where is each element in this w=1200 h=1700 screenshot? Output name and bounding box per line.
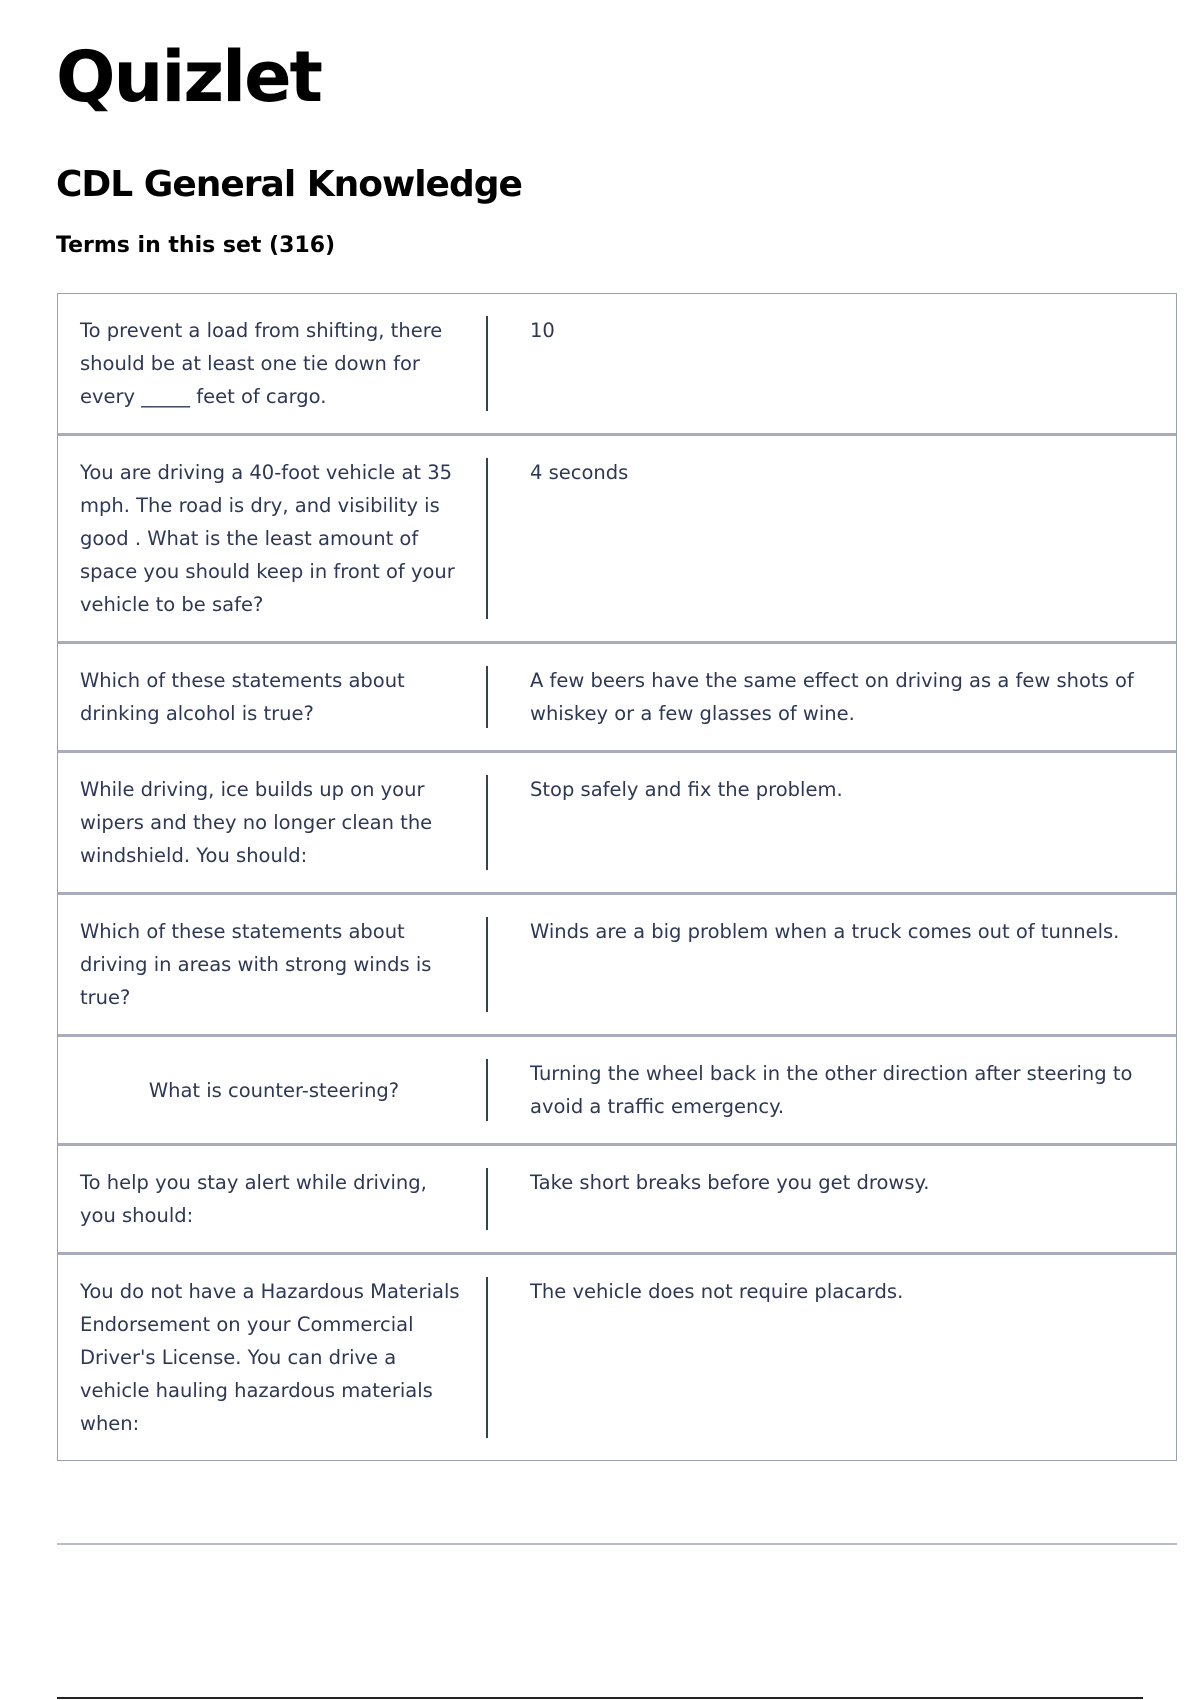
definition-text: The vehicle does not require placards. bbox=[530, 1280, 904, 1303]
term-text: To help you stay alert while driving, you should: bbox=[58, 1146, 488, 1252]
definition-text: 4 seconds bbox=[530, 461, 629, 484]
term-text: While driving, ice builds up on your wipers and they no longer clean the windshield. You should: bbox=[58, 753, 488, 892]
term-text: To prevent a load from shifting, there should be at least one tie down for every _____ feet of cargo. bbox=[58, 294, 488, 433]
term-text: Which of these statements about driving in areas with strong winds is true? bbox=[58, 895, 488, 1034]
term-row-8 bbox=[58, 1255, 1176, 1460]
definition-text: Turning the wheel back in the other direction after steering to avoid a traffic emergency. bbox=[530, 1062, 1133, 1118]
set-title: CDL General Knowledge bbox=[56, 164, 522, 205]
definition-text: Take short breaks before you get drowsy. bbox=[530, 1171, 930, 1194]
term-row-2 bbox=[58, 436, 1176, 644]
terms-count-label: Terms in this set (316) bbox=[56, 233, 336, 258]
definition-text: Stop safely and fix the problem. bbox=[530, 778, 843, 801]
term-text: You are driving a 40-foot vehicle at 35 mph. The road is dry, and visibility is good . What is the least amount of space you should keep in front of your vehicle to be safe? bbox=[58, 436, 488, 641]
term-text: What is counter-steering? bbox=[58, 1037, 488, 1143]
term-row-3 bbox=[58, 644, 1176, 753]
terms-table bbox=[57, 293, 1177, 1461]
term-row-5 bbox=[58, 895, 1176, 1037]
term-text: You do not have a Hazardous Materials Endorsement on your Commercial Driver's License. You can drive a vehicle hauling hazardous materials when: bbox=[58, 1255, 488, 1460]
term-text: Which of these statements about drinking alcohol is true? bbox=[58, 644, 488, 750]
definition-text: Winds are a big problem when a truck comes out of tunnels. bbox=[530, 920, 1120, 943]
section-divider bbox=[57, 1543, 1177, 1545]
term-row-6 bbox=[58, 1037, 1176, 1146]
page-footer-rule bbox=[57, 1697, 1143, 1699]
definition-text: A few beers have the same effect on driving as a few shots of whiskey or a few glasses of wine. bbox=[530, 669, 1134, 725]
definition-text: 10 bbox=[530, 319, 555, 342]
term-row-7 bbox=[58, 1146, 1176, 1255]
term-row-4 bbox=[58, 753, 1176, 895]
term-row-1 bbox=[58, 294, 1176, 436]
quizlet-logo: Quizlet bbox=[56, 36, 322, 118]
